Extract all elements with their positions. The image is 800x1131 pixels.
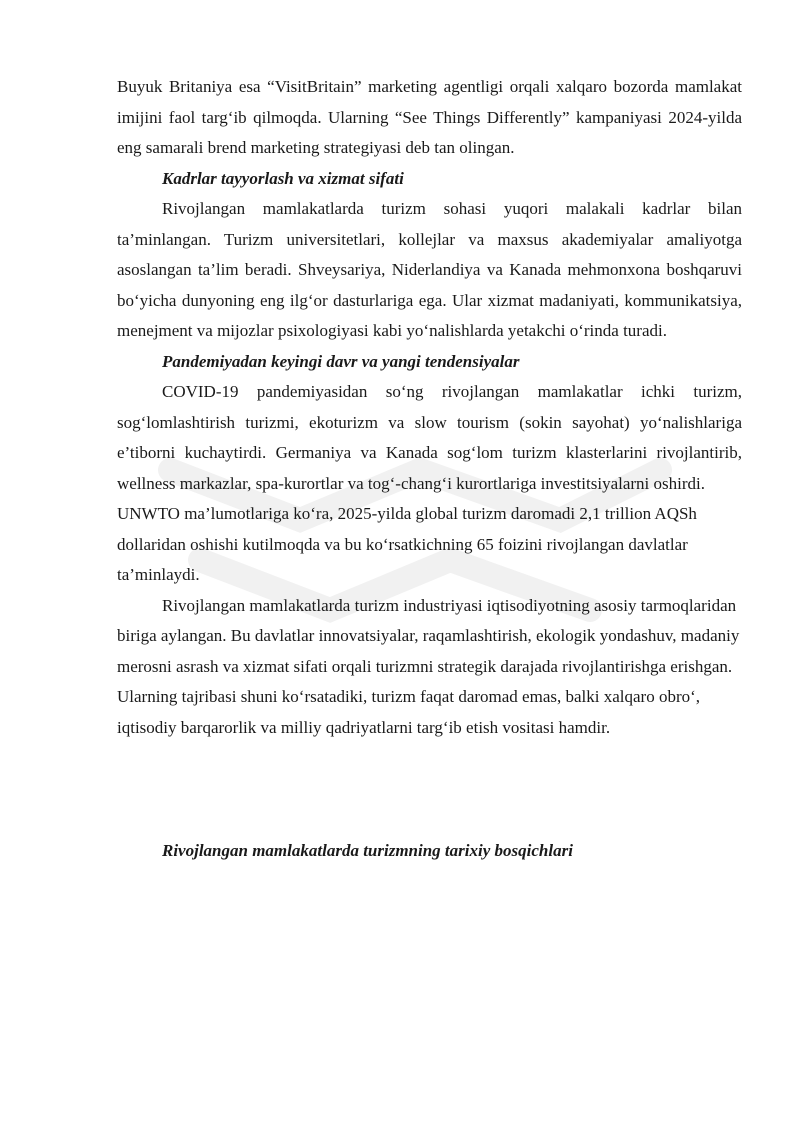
paragraph-unwto: UNWTO ma’lumotlariga ko‘ra, 2025-yilda global turizm daromadi 2,1 trillion AQSh dollaridan oshishi kutilmoqda va bu ko‘rsatkichning 65 foizini rivojlangan davlatlar ta’minlaydi. xyxy=(117,504,697,584)
paragraph-intro: Buyuk Britaniya esa “VisitBritain” marketing agentligi orqali xalqaro bozorda mamlakat imijini faol targ‘ib qilmoqda. Ularning “See Things Differently” kampaniyasi 2024-yilda eng samarali brend marketing strategiyasi deb tan olingan. xyxy=(117,77,742,157)
section-heading-staff: Kadrlar tayyorlash va xizmat sifati xyxy=(162,168,404,188)
paragraph-pandemic: COVID-19 pandemiyasidan so‘ng rivojlangan mamlakatlar ichki turizm, sog‘lomlashtirish turizmi, ekoturizm va slow tourism (sokin sayohat) yo‘nalishlariga e’tiborni kuchaytirdi. Germaniya va Kanada sog‘lom turizm klasterlarini rivojlantirib, wellness markazlar, spa-kurortlar va tog‘-chang‘i kurortlariga investitsiyalarni oshirdi. xyxy=(117,382,742,493)
section-heading-pandemic: Pandemiyadan keyingi davr va yangi tendensiyalar xyxy=(162,351,520,371)
paragraph-staff: Rivojlangan mamlakatlarda turizm sohasi yuqori malakali kadrlar bilan ta’minlangan. Turizm universitetlari, kollejlar va maxsus akademiyalar amaliyotga asoslangan ta’lim beradi. Shveysariya, Niderlandiya va Kanada mehmonxona boshqaruvi bo‘yicha dunyoning eng ilg‘or dasturlariga ega. Ular xizmat madaniyati, kommunikatsiya, menejment va mijozlar psixologiyasi kabi yo‘nalishlarda yetakchi o‘rinda turadi. xyxy=(117,199,742,340)
section-heading-history: Rivojlangan mamlakatlarda turizmning tarixiy bosqichlari xyxy=(162,841,573,860)
blank-space xyxy=(117,743,742,836)
paragraph-conclusion: Rivojlangan mamlakatlarda turizm industriyasi iqtisodiyotning asosiy tarmoqlaridan biriga aylangan. Bu davlatlar innovatsiyalar, raqamlashtirish, ekologik yondashuv, madaniy merosni asrash va xizmat sifati orqali turizmni strategik darajada rivojlantirishga erishgan. Ularning tajribasi shuni ko‘rsatadiki, turizm faqat daromad emas, balki xalqaro obro‘, iqtisodiy barqarorlik va milliy qadriyatlarni targ‘ib etish vositasi hamdir. xyxy=(117,595,740,737)
document-page xyxy=(117,72,742,867)
